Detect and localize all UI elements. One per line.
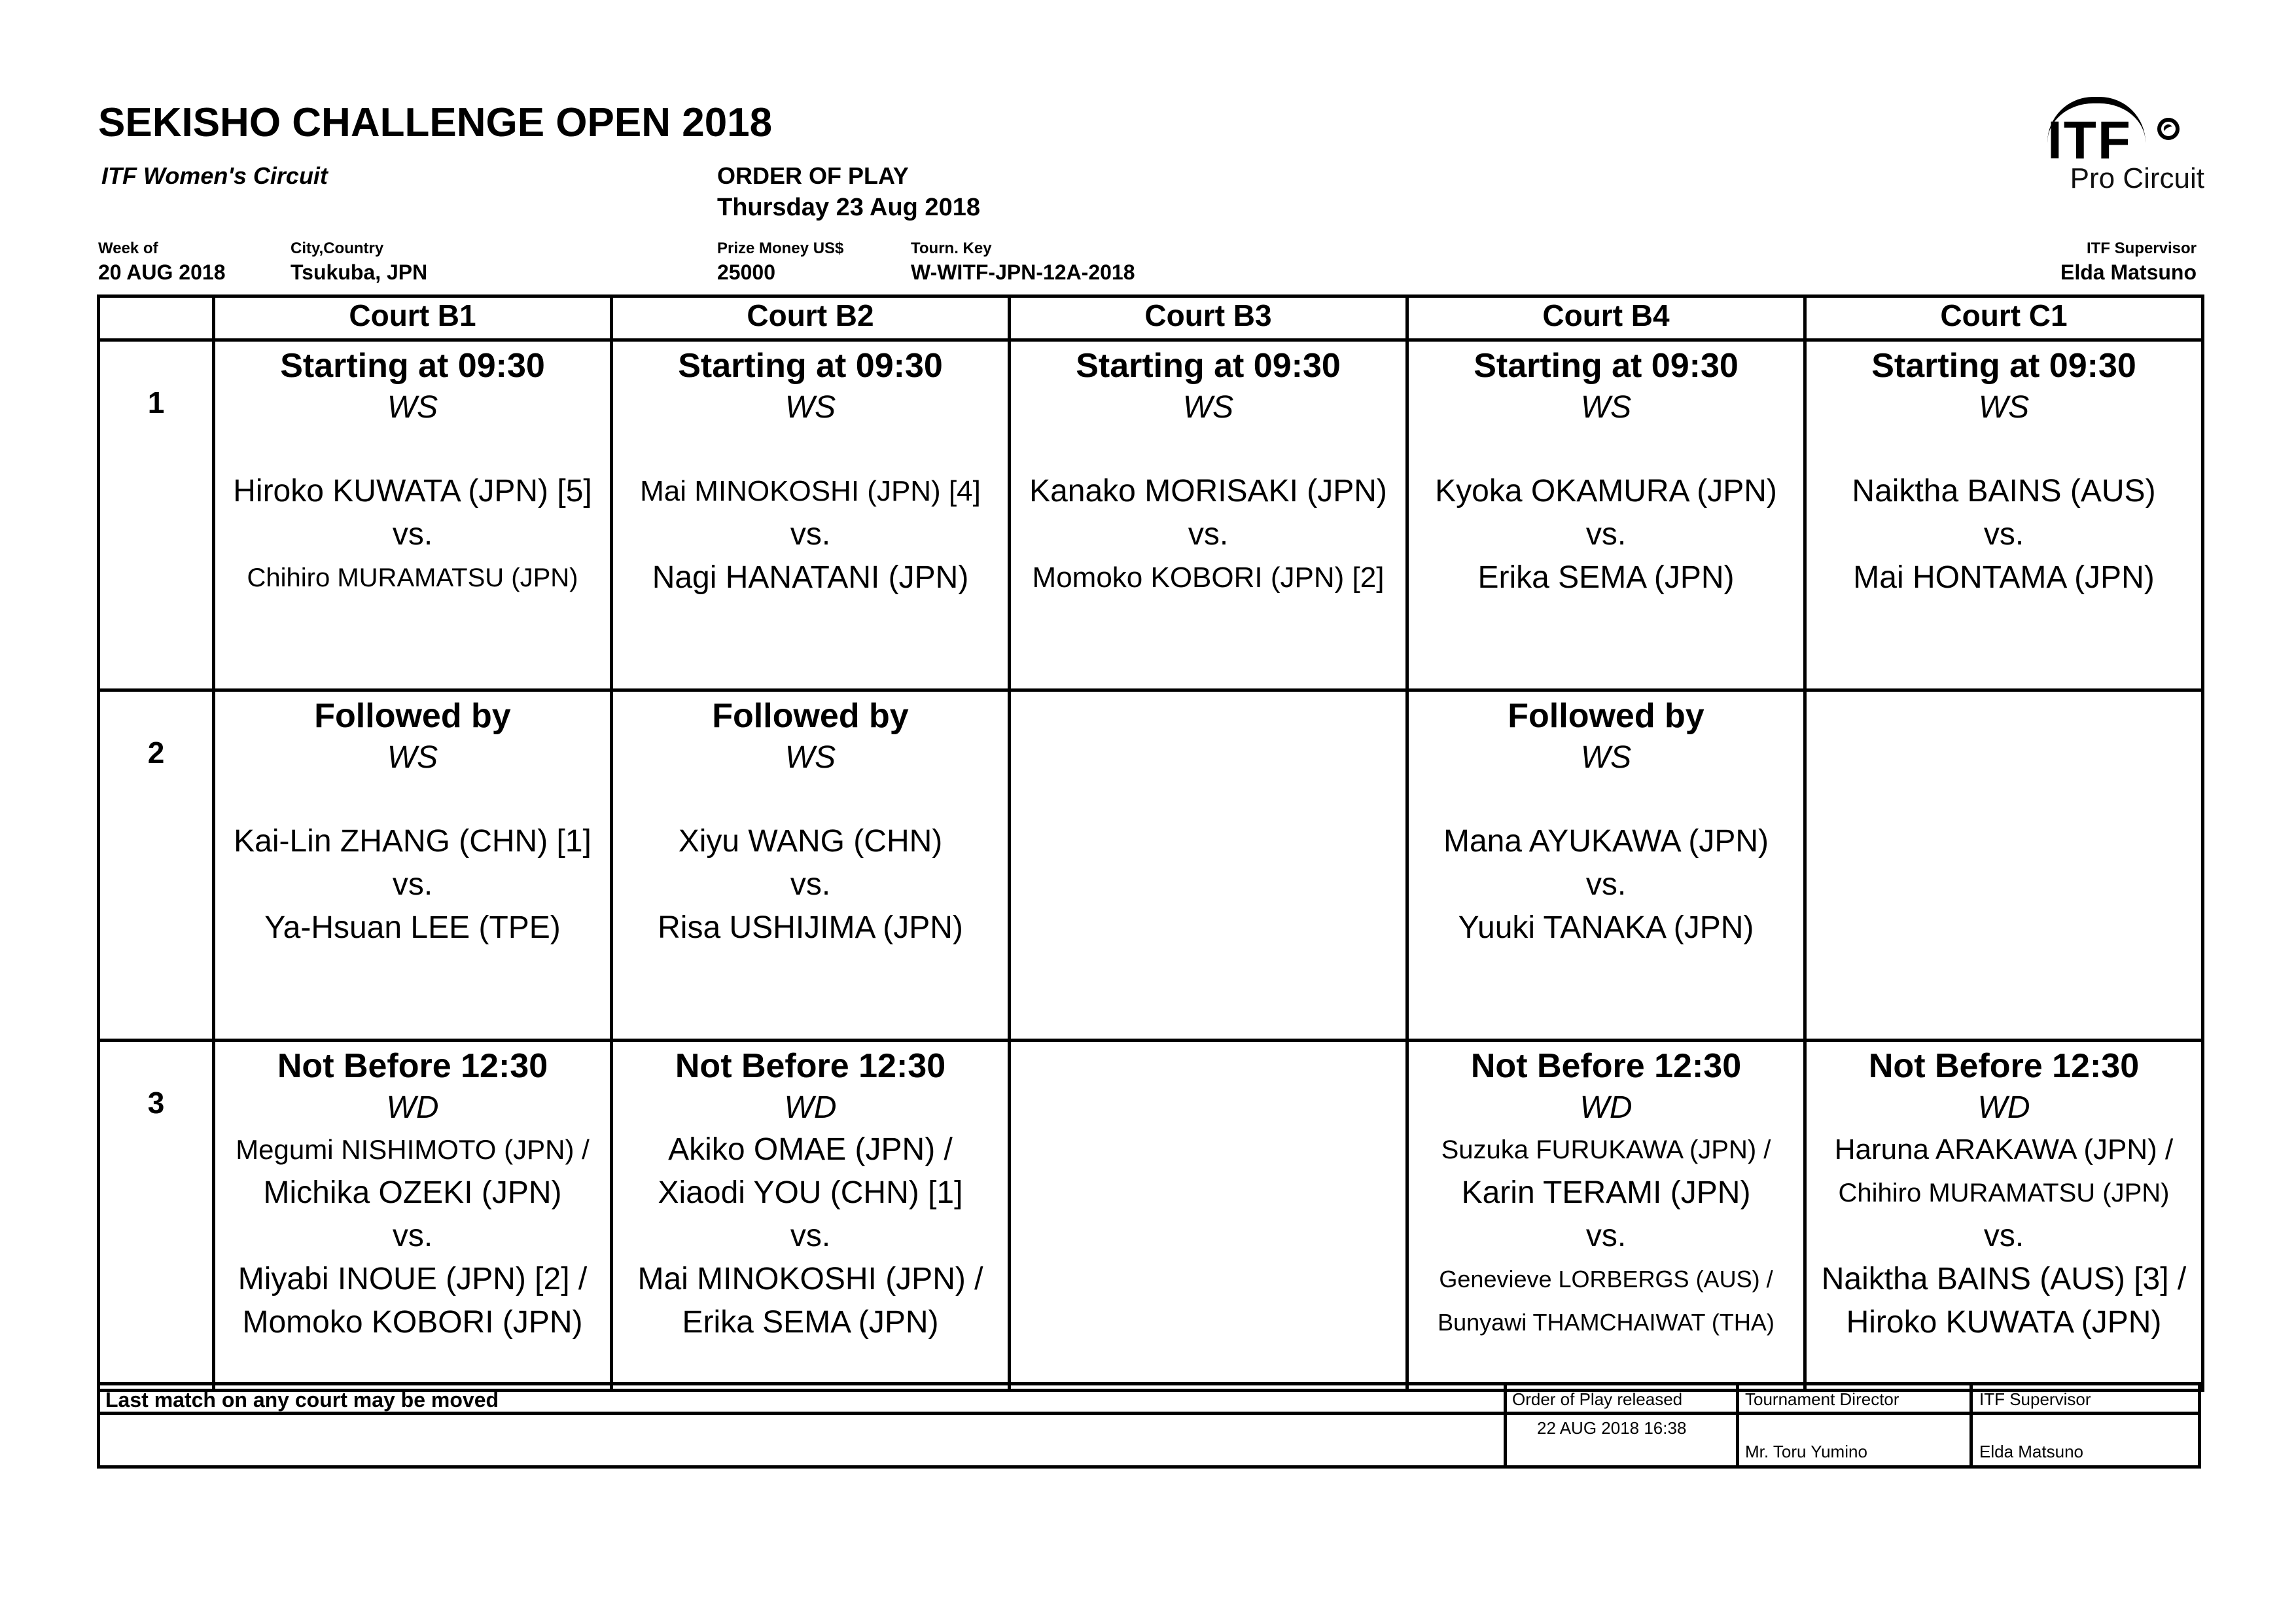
- match-timing: Starting at 09:30: [678, 347, 943, 385]
- match-cell: [612, 340, 1010, 690]
- event-type: WS: [387, 390, 438, 425]
- match-cell: [1805, 340, 2203, 690]
- row-number-cell: [99, 1041, 214, 1391]
- footer-divider: [100, 1412, 2198, 1415]
- event-type: WS: [1580, 390, 1632, 425]
- event-type: WS: [1978, 390, 2030, 425]
- prize-value: 25000: [717, 260, 775, 284]
- match-timing: Followed by: [712, 697, 909, 735]
- versus: vs.: [790, 867, 831, 902]
- versus: vs.: [392, 517, 433, 552]
- footer-separator: [1736, 1385, 1739, 1465]
- event-type: WS: [1182, 390, 1234, 425]
- match-cell: [612, 1041, 1010, 1391]
- match-cell: [214, 1041, 612, 1391]
- player-b2: Momoko KOBORI (JPN): [242, 1305, 583, 1340]
- player-b: Risa USHIJIMA (JPN): [658, 910, 963, 945]
- week-of-value: 20 AUG 2018: [98, 260, 226, 284]
- player-a2: Chihiro MURAMATSU (JPN): [1838, 1179, 2170, 1207]
- row-number: 3: [147, 1086, 165, 1120]
- released-label: Order of Play released: [1512, 1389, 1683, 1409]
- week-of-label: Week of: [98, 240, 158, 257]
- match-timing: Starting at 09:30: [1871, 347, 2136, 385]
- player-b1: Naiktha BAINS (AUS) [3] /: [1821, 1262, 2187, 1296]
- versus: vs.: [1188, 517, 1229, 552]
- court-header: Court B4: [1407, 296, 1805, 340]
- match-cell: [612, 690, 1010, 1041]
- versus: vs.: [1585, 517, 1627, 552]
- player-b: Erika SEMA (JPN): [1477, 560, 1735, 595]
- player-b1: Genevieve LORBERGS (AUS) /: [1439, 1266, 1773, 1293]
- player-b: Chihiro MURAMATSU (JPN): [247, 563, 578, 592]
- player-a: Kyoka OKAMURA (JPN): [1435, 474, 1777, 508]
- supervisor-label: ITF Supervisor: [2086, 240, 2197, 257]
- player-b1: Mai MINOKOSHI (JPN) /: [637, 1262, 983, 1296]
- corner-cell: [99, 296, 214, 340]
- player-a1: Haruna ARAKAWA (JPN) /: [1834, 1133, 2174, 1166]
- player-b: Momoko KOBORI (JPN) [2]: [1032, 562, 1385, 594]
- player-b1: Miyabi INOUE (JPN) [2] /: [238, 1262, 588, 1296]
- footer-supervisor-label: ITF Supervisor: [1979, 1389, 2091, 1409]
- event-type: WS: [1580, 740, 1632, 775]
- match-cell: [1805, 1041, 2203, 1391]
- match-timing: Not Before 12:30: [1868, 1047, 2140, 1085]
- footer-box: [97, 1382, 2201, 1469]
- match-timing: Not Before 12:30: [1470, 1047, 1742, 1085]
- player-b: Mai HONTAMA (JPN): [1853, 560, 2155, 595]
- match-cell: [214, 690, 612, 1041]
- match-cell: [1010, 340, 1407, 690]
- player-b: Nagi HANATANI (JPN): [652, 560, 969, 595]
- logo-sub-text: Pro Circuit: [2070, 162, 2204, 194]
- player-a1: Suzuka FURUKAWA (JPN) /: [1441, 1135, 1771, 1164]
- player-a: Naiktha BAINS (AUS): [1852, 474, 2156, 508]
- player-a: Kai-Lin ZHANG (CHN) [1]: [234, 824, 592, 859]
- tournament-title: SEKISHO CHALLENGE OPEN 2018: [98, 100, 773, 145]
- row-number-cell: [99, 340, 214, 690]
- player-a: Hiroko KUWATA (JPN) [5]: [233, 474, 592, 508]
- match-timing: Not Before 12:30: [675, 1047, 946, 1085]
- match-row: [99, 340, 2203, 690]
- event-type: WD: [386, 1090, 439, 1125]
- versus: vs.: [392, 1219, 433, 1253]
- match-row: [99, 1041, 2203, 1391]
- match-timing: Starting at 09:30: [280, 347, 545, 385]
- event-type: WS: [785, 390, 836, 425]
- row-number: 2: [147, 736, 165, 770]
- court-header: Court B3: [1010, 296, 1407, 340]
- match-timing: Starting at 09:30: [1076, 347, 1341, 385]
- footer-separator: [1504, 1385, 1507, 1465]
- player-a2: Michika OZEKI (JPN): [263, 1175, 562, 1210]
- player-a2: Xiaodi YOU (CHN) [1]: [658, 1175, 963, 1210]
- player-b: Yuuki TANAKA (JPN): [1458, 910, 1754, 945]
- match-timing: Followed by: [314, 697, 511, 735]
- event-type: WS: [387, 740, 438, 775]
- player-b2: Erika SEMA (JPN): [682, 1305, 939, 1340]
- footer-note: Last match on any court may be moved: [105, 1388, 499, 1412]
- player-b: Ya-Hsuan LEE (TPE): [264, 910, 561, 945]
- event-type: WD: [1580, 1090, 1633, 1125]
- play-date: Thursday 23 Aug 2018: [717, 194, 980, 221]
- circuit-name: ITF Women's Circuit: [101, 162, 328, 189]
- tournament-key-label: Tourn. Key: [911, 240, 992, 257]
- versus: vs.: [790, 1219, 831, 1253]
- match-timing: Starting at 09:30: [1474, 347, 1739, 385]
- versus: vs.: [1983, 1219, 2024, 1253]
- event-type: WD: [784, 1090, 837, 1125]
- tennis-ball-icon: [2157, 118, 2180, 140]
- match-row: [99, 690, 2203, 1041]
- city-label: City,Country: [291, 240, 384, 257]
- match-cell: [214, 340, 612, 690]
- released-value: 22 AUG 2018 16:38: [1537, 1418, 1687, 1438]
- player-b2: Bunyawi THAMCHAIWAT (THA): [1438, 1309, 1775, 1336]
- court-header-row: [99, 296, 2203, 340]
- footer-supervisor-value: Elda Matsuno: [1979, 1442, 2083, 1461]
- row-number-cell: [99, 690, 214, 1041]
- player-a: Mana AYUKAWA (JPN): [1443, 824, 1769, 859]
- event-type: WS: [785, 740, 836, 775]
- player-a1: Megumi NISHIMOTO (JPN) /: [236, 1134, 590, 1165]
- player-a2: Karin TERAMI (JPN): [1461, 1175, 1751, 1210]
- match-cell-empty: [1010, 1041, 1407, 1391]
- player-b2: Hiroko KUWATA (JPN): [1846, 1305, 2162, 1340]
- versus: vs.: [392, 867, 433, 902]
- tournament-key-value: W-WITF-JPN-12A-2018: [911, 260, 1135, 284]
- event-type: WD: [1977, 1090, 2030, 1125]
- player-a: Kanako MORISAKI (JPN): [1029, 474, 1387, 508]
- court-header: Court C1: [1805, 296, 2203, 340]
- match-timing: Not Before 12:30: [277, 1047, 548, 1085]
- court-header: Court B1: [214, 296, 612, 340]
- footer-separator: [1969, 1385, 1973, 1465]
- player-a: Mai MINOKOSHI (JPN) [4]: [640, 475, 981, 507]
- itf-logo: [2034, 97, 2204, 202]
- versus: vs.: [1983, 517, 2024, 552]
- match-timing: Followed by: [1508, 697, 1704, 735]
- match-cell-empty: [1010, 690, 1407, 1041]
- order-of-play-table: [97, 294, 2204, 1392]
- match-cell: [1407, 690, 1805, 1041]
- row-number: 1: [147, 385, 165, 419]
- city-value: Tsukuba, JPN: [291, 260, 428, 284]
- director-value: Mr. Toru Yumino: [1745, 1442, 1867, 1461]
- match-cell: [1407, 1041, 1805, 1391]
- order-of-play-heading: ORDER OF PLAY: [717, 162, 909, 189]
- versus: vs.: [1585, 1219, 1627, 1253]
- director-label: Tournament Director: [1745, 1389, 1899, 1409]
- match-cell-empty: [1805, 690, 2203, 1041]
- versus: vs.: [1585, 867, 1627, 902]
- player-a1: Akiko OMAE (JPN) /: [668, 1132, 953, 1167]
- logo-itf-text: ITF: [2047, 111, 2132, 170]
- player-a: Xiyu WANG (CHN): [678, 824, 943, 859]
- court-header: Court B2: [612, 296, 1010, 340]
- prize-label: Prize Money US$: [717, 240, 844, 257]
- versus: vs.: [790, 517, 831, 552]
- supervisor-value: Elda Matsuno: [2060, 260, 2197, 284]
- match-cell: [1407, 340, 1805, 690]
